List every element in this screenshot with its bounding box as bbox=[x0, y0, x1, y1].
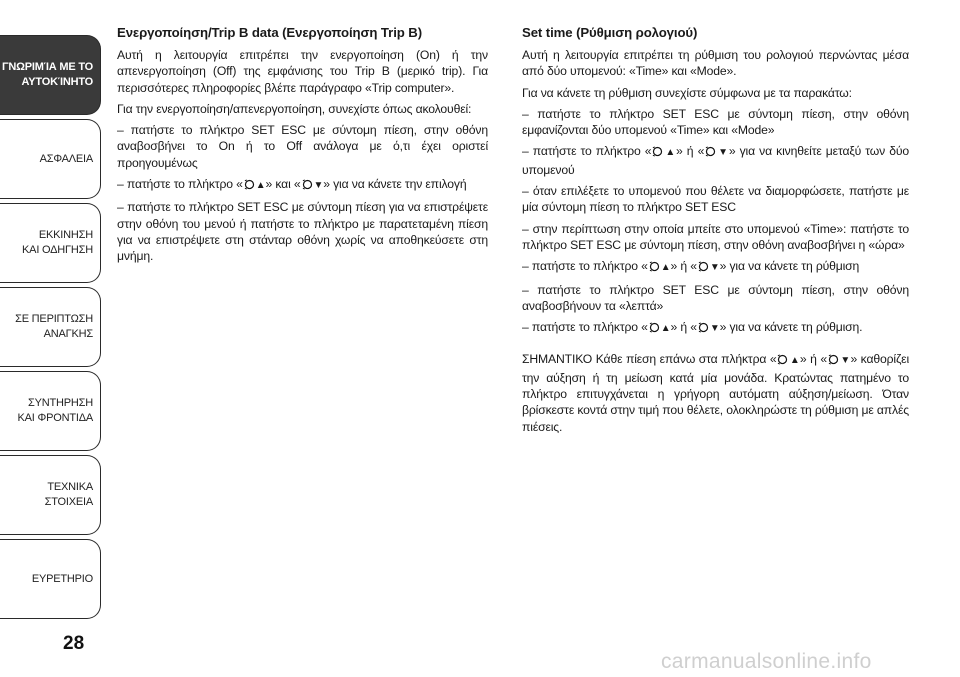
text: » για να κινηθείτε μεταξύ των δύο υπομενού bbox=[522, 144, 910, 177]
section-title-trip-b: Ενεργοποίηση/Trip B data (Ενεργοποίηση Trip B) bbox=[117, 25, 422, 40]
text: » ή « bbox=[670, 259, 697, 274]
tab-maintenance[interactable] bbox=[0, 371, 101, 451]
button-icon bbox=[649, 261, 660, 272]
text: – πατήστε το πλήκτρο « bbox=[117, 177, 243, 192]
paragraph bbox=[522, 319, 909, 337]
important-note bbox=[522, 351, 909, 434]
paragraph: Για την ενεργοποίηση/απενεργοποίηση, συνεχίστε όπως ακολουθεί: bbox=[117, 101, 472, 116]
arrow-down-icon: ▼ bbox=[839, 355, 851, 367]
arrow-down-icon: ▼ bbox=[717, 147, 729, 159]
right-column bbox=[522, 24, 909, 440]
page-number: 28 bbox=[63, 633, 85, 654]
arrow-down-icon: ▼ bbox=[313, 180, 324, 192]
text: ΣΗΜΑΝΤΙΚΟ Κάθε πίεση επάνω στα πλήκτρα « bbox=[522, 352, 777, 367]
section-title-set-time: Set time (Ρύθμιση ρολογιού) bbox=[522, 25, 698, 40]
paragraph: Αυτή η λειτουργία επιτρέπει τη ρύθμιση του ρολογιού περνώντας μέσα από δύο υπομενού: «Time» και «Mode». bbox=[522, 48, 909, 79]
button-icon bbox=[698, 261, 709, 272]
text: » για να κάνετε τη ρύθμιση bbox=[719, 259, 860, 274]
text: » καθορίζει την αύξηση ή τη μείωση κατά μία μονάδα. Κρατώντας πατημένο το πλήκτρο επιτυγχάνεται η γρήγορη αυτόματη αύξηση/μείωση. Όταν βρίσκεστε κοντά στην τιμή που θέλετε, ολοκληρώστε τη ρύθμιση με απλές πιέσεις. bbox=[522, 352, 910, 434]
paragraph: Για να κάνετε τη ρύθμιση συνεχίστε σύμφωνα με τα παρακάτω: bbox=[522, 85, 852, 100]
watermark: carmanualsonline.info bbox=[661, 650, 872, 673]
paragraph: – πατήστε το πλήκτρο SET ESC με σύντομη πίεση για να επιστρέψετε στην οθόνη του μενού ή πατήστε το πλήκτρο με παρατεταμένη πίεση για να επιστρέψετε στη στάνταρ οθόνη χωρίς να αποθηκεύσετε στη μνήμη. bbox=[117, 200, 488, 264]
arrow-down-icon: ▼ bbox=[709, 262, 720, 274]
button-icon bbox=[649, 322, 660, 333]
button-icon bbox=[244, 179, 255, 190]
text: » ή « bbox=[676, 144, 705, 159]
paragraph: – πατήστε το πλήκτρο SET ESC με σύντομη πίεση, στην οθόνη αναβοσβήνουν τα «λεπτά» bbox=[522, 282, 909, 313]
paragraph: – πατήστε το πλήκτρο SET ESC με σύντομη πίεση, στην οθόνη αναβοσβήνει το On ή το Off ανάλογα με ό,τι έχει οριστεί προηγουμένως bbox=[117, 123, 488, 170]
arrow-up-icon: ▲ bbox=[660, 323, 671, 335]
tab-starting-driving[interactable] bbox=[0, 203, 101, 283]
tab-getting-to-know[interactable] bbox=[0, 35, 101, 115]
tab-label: ΤΕΧΝΙΚΑ ΣΤΟΙΧΕΙΑ bbox=[44, 481, 93, 508]
paragraph bbox=[117, 176, 488, 194]
text: » για να κάνετε την επιλογή bbox=[323, 177, 467, 192]
text: – πατήστε το πλήκτρο « bbox=[522, 259, 648, 274]
tab-technical-data[interactable] bbox=[0, 455, 101, 535]
tab-label: ΓΝΩΡΙΜΊΑ ΜΕ ΤΟ ΑΥΤΟΚΊΝΗΤΟ bbox=[2, 61, 93, 88]
paragraph: – πατήστε το πλήκτρο SET ESC με σύντομη πίεση, στην οθόνη εμφανίζονται δύο υπομενού «Time» και «Mode» bbox=[522, 106, 909, 138]
paragraph: Αυτή η λειτουργία επιτρέπει την ενεργοποίηση (On) ή την απενεργοποίηση (Off) της εμφάνισης του Trip B (μερικό trip). Για περισσότερες πληροφορίες βλέπε παράγραφο «Trip computer». bbox=[117, 48, 488, 95]
paragraph bbox=[522, 258, 909, 276]
paragraph: – στην περίπτωση στην οποία μπείτε στο υπομενού «Time»: πατήστε το πλήκτρο SET ESC με σύντομη πίεση, στην οθόνη αναβοσβήνει η «ώρα» bbox=[522, 221, 909, 252]
arrow-up-icon: ▲ bbox=[255, 180, 266, 192]
text: » ή « bbox=[670, 320, 697, 335]
text: » ή « bbox=[799, 352, 827, 367]
tab-label: ΑΣΦΑΛΕΙΑ bbox=[39, 152, 93, 165]
tab-label: ΣΕ ΠΕΡΙΠΤΩΣΗ ΑΝΑΓΚΗΣ bbox=[15, 313, 93, 340]
tab-safety[interactable] bbox=[0, 119, 101, 199]
button-icon bbox=[302, 179, 313, 190]
sidebar bbox=[0, 0, 103, 677]
text: » και « bbox=[265, 177, 301, 192]
left-column bbox=[117, 24, 488, 270]
text: » για να κάνετε τη ρύθμιση. bbox=[719, 320, 863, 335]
text: – πατήστε το πλήκτρο « bbox=[522, 320, 648, 335]
button-icon bbox=[828, 354, 839, 365]
button-icon bbox=[705, 146, 716, 157]
button-icon bbox=[652, 146, 663, 157]
tab-label: ΣΥΝΤΗΡΗΣΗ ΚΑΙ ΦΡΟΝΤΙΔΑ bbox=[17, 397, 93, 424]
paragraph bbox=[522, 143, 909, 178]
button-icon bbox=[698, 322, 709, 333]
tab-emergency[interactable] bbox=[0, 287, 101, 367]
tab-label: ΕΥΡΕΤΗΡΙΟ bbox=[31, 572, 93, 585]
paragraph: – όταν επιλέξετε το υπομενού που θέλετε να διαμορφώσετε, πατήστε με μία σύντομη πίεση το πλήκτρο SET ESC bbox=[522, 184, 909, 215]
button-icon bbox=[777, 354, 788, 365]
text: – πατήστε το πλήκτρο « bbox=[522, 144, 652, 159]
arrow-up-icon: ▲ bbox=[789, 355, 800, 367]
tab-label: ΕΚΚΙΝΗΣΗ ΚΑΙ ΟΔΗΓΗΣΗ bbox=[22, 229, 93, 256]
arrow-up-icon: ▲ bbox=[660, 262, 671, 274]
tab-index[interactable] bbox=[0, 539, 101, 619]
arrow-up-icon: ▲ bbox=[664, 147, 677, 159]
arrow-down-icon: ▼ bbox=[709, 323, 720, 335]
